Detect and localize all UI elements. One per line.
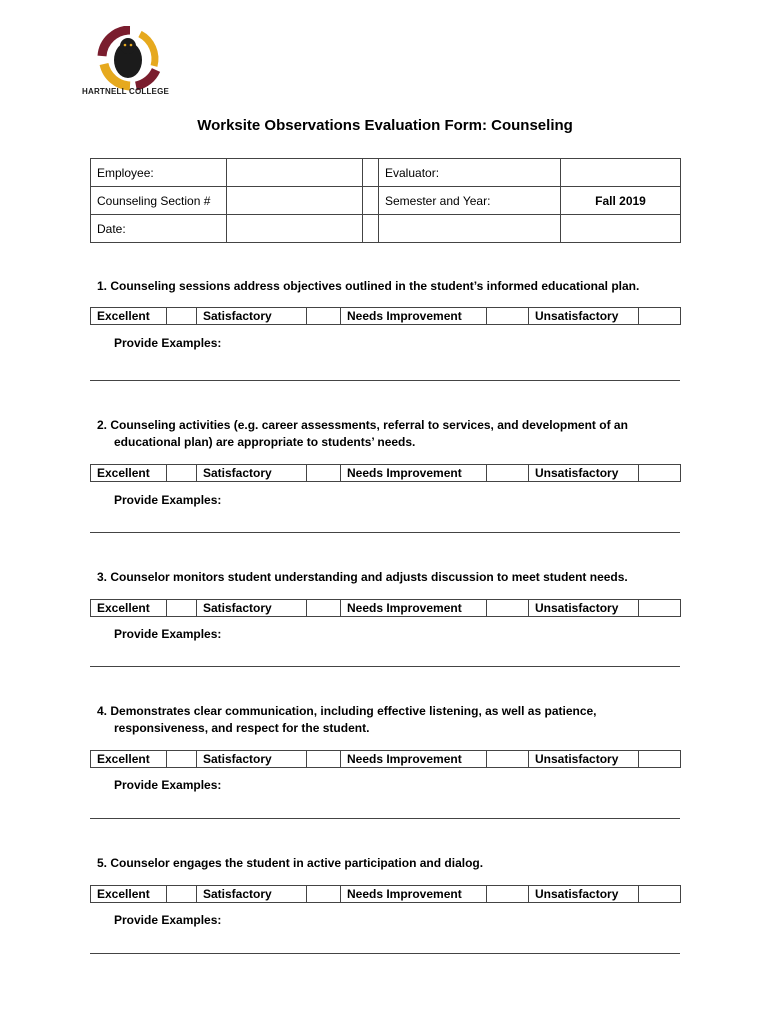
option-satisfactory: Satisfactory bbox=[197, 308, 307, 325]
examples-line[interactable] bbox=[90, 953, 680, 954]
option-satisfactory: Satisfactory bbox=[197, 465, 307, 482]
option-unsatisfactory: Unsatisfactory bbox=[529, 600, 639, 617]
option-satisfactory: Satisfactory bbox=[197, 886, 307, 903]
question-text: Counseling sessions address objectives outlined in the student’s informed educational plan. bbox=[110, 279, 640, 293]
option-excellent: Excellent bbox=[91, 308, 167, 325]
question-text: Counselor engages the student in active participation and dialog. bbox=[110, 856, 484, 870]
checkbox-needs-improvement[interactable] bbox=[487, 886, 529, 903]
option-needs-improvement: Needs Improvement bbox=[341, 886, 487, 903]
question-number: 1. bbox=[97, 279, 108, 293]
option-unsatisfactory: Unsatisfactory bbox=[529, 308, 639, 325]
info-table bbox=[90, 158, 681, 243]
checkbox-needs-improvement[interactable] bbox=[487, 308, 529, 325]
examples-label: Provide Examples: bbox=[114, 627, 222, 641]
rating-row-3 bbox=[90, 599, 681, 617]
checkbox-unsatisfactory[interactable] bbox=[639, 886, 681, 903]
checkbox-excellent[interactable] bbox=[167, 465, 197, 482]
employee-field[interactable] bbox=[227, 159, 363, 187]
question-5 bbox=[97, 855, 677, 872]
question-text: Counseling activities (e.g. career assessments, referral to services, and development of an educational plan) are appropriate to students’ needs. bbox=[110, 418, 628, 449]
examples-label: Provide Examples: bbox=[114, 913, 222, 927]
option-needs-improvement: Needs Improvement bbox=[341, 751, 487, 768]
employee-label: Employee: bbox=[91, 159, 227, 187]
examples-line[interactable] bbox=[90, 818, 680, 819]
option-satisfactory: Satisfactory bbox=[197, 600, 307, 617]
checkbox-satisfactory[interactable] bbox=[307, 600, 341, 617]
checkbox-needs-improvement[interactable] bbox=[487, 465, 529, 482]
examples-label: Provide Examples: bbox=[114, 778, 222, 792]
checkbox-satisfactory[interactable] bbox=[307, 465, 341, 482]
rating-row-2 bbox=[90, 464, 681, 482]
option-unsatisfactory: Unsatisfactory bbox=[529, 886, 639, 903]
checkbox-unsatisfactory[interactable] bbox=[639, 600, 681, 617]
checkbox-unsatisfactory[interactable] bbox=[639, 751, 681, 768]
rating-row-4 bbox=[90, 750, 681, 768]
checkbox-satisfactory[interactable] bbox=[307, 751, 341, 768]
question-number: 5. bbox=[97, 856, 108, 870]
examples-line[interactable] bbox=[90, 666, 680, 667]
option-unsatisfactory: Unsatisfactory bbox=[529, 751, 639, 768]
question-number: 3. bbox=[97, 570, 108, 584]
checkbox-needs-improvement[interactable] bbox=[487, 751, 529, 768]
section-label: Counseling Section # bbox=[91, 187, 227, 215]
spacer-cell bbox=[363, 187, 379, 215]
examples-line[interactable] bbox=[90, 380, 680, 381]
date-field[interactable] bbox=[227, 215, 363, 243]
checkbox-excellent[interactable] bbox=[167, 600, 197, 617]
checkbox-satisfactory[interactable] bbox=[307, 308, 341, 325]
semester-value[interactable]: Fall 2019 bbox=[561, 187, 681, 215]
empty-cell[interactable] bbox=[379, 215, 561, 243]
option-satisfactory: Satisfactory bbox=[197, 751, 307, 768]
section-field[interactable] bbox=[227, 187, 363, 215]
checkbox-unsatisfactory[interactable] bbox=[639, 465, 681, 482]
question-4 bbox=[97, 703, 674, 737]
checkbox-excellent[interactable] bbox=[167, 308, 197, 325]
option-excellent: Excellent bbox=[91, 465, 167, 482]
option-excellent: Excellent bbox=[91, 886, 167, 903]
rating-row-5 bbox=[90, 885, 681, 903]
examples-label: Provide Examples: bbox=[114, 493, 222, 507]
question-number: 4. bbox=[97, 704, 108, 718]
evaluator-field[interactable] bbox=[561, 159, 681, 187]
spacer-cell bbox=[363, 159, 379, 187]
option-needs-improvement: Needs Improvement bbox=[341, 600, 487, 617]
question-number: 2. bbox=[97, 418, 108, 432]
option-needs-improvement: Needs Improvement bbox=[341, 465, 487, 482]
question-text: Counselor monitors student understanding and adjusts discussion to meet student needs. bbox=[110, 570, 628, 584]
question-3 bbox=[97, 569, 677, 586]
checkbox-needs-improvement[interactable] bbox=[487, 600, 529, 617]
option-unsatisfactory: Unsatisfactory bbox=[529, 465, 639, 482]
checkbox-unsatisfactory[interactable] bbox=[639, 308, 681, 325]
form-title: Worksite Observations Evaluation Form: Counseling bbox=[197, 117, 573, 134]
examples-label: Provide Examples: bbox=[114, 336, 222, 350]
question-2 bbox=[97, 417, 674, 451]
option-excellent: Excellent bbox=[91, 751, 167, 768]
semester-label: Semester and Year: bbox=[379, 187, 561, 215]
option-needs-improvement: Needs Improvement bbox=[341, 308, 487, 325]
date-label: Date: bbox=[91, 215, 227, 243]
question-1 bbox=[97, 278, 677, 295]
checkbox-satisfactory[interactable] bbox=[307, 886, 341, 903]
evaluator-label: Evaluator: bbox=[379, 159, 561, 187]
empty-cell[interactable] bbox=[561, 215, 681, 243]
spacer-cell bbox=[363, 215, 379, 243]
checkbox-excellent[interactable] bbox=[167, 751, 197, 768]
college-name: HARTNELL COLLEGE bbox=[82, 87, 170, 96]
rating-row-1 bbox=[90, 307, 681, 325]
option-excellent: Excellent bbox=[91, 600, 167, 617]
examples-line[interactable] bbox=[90, 532, 680, 533]
question-text: Demonstrates clear communication, including effective listening, as well as patience, responsiveness, and respect for the student. bbox=[110, 704, 597, 735]
checkbox-excellent[interactable] bbox=[167, 886, 197, 903]
